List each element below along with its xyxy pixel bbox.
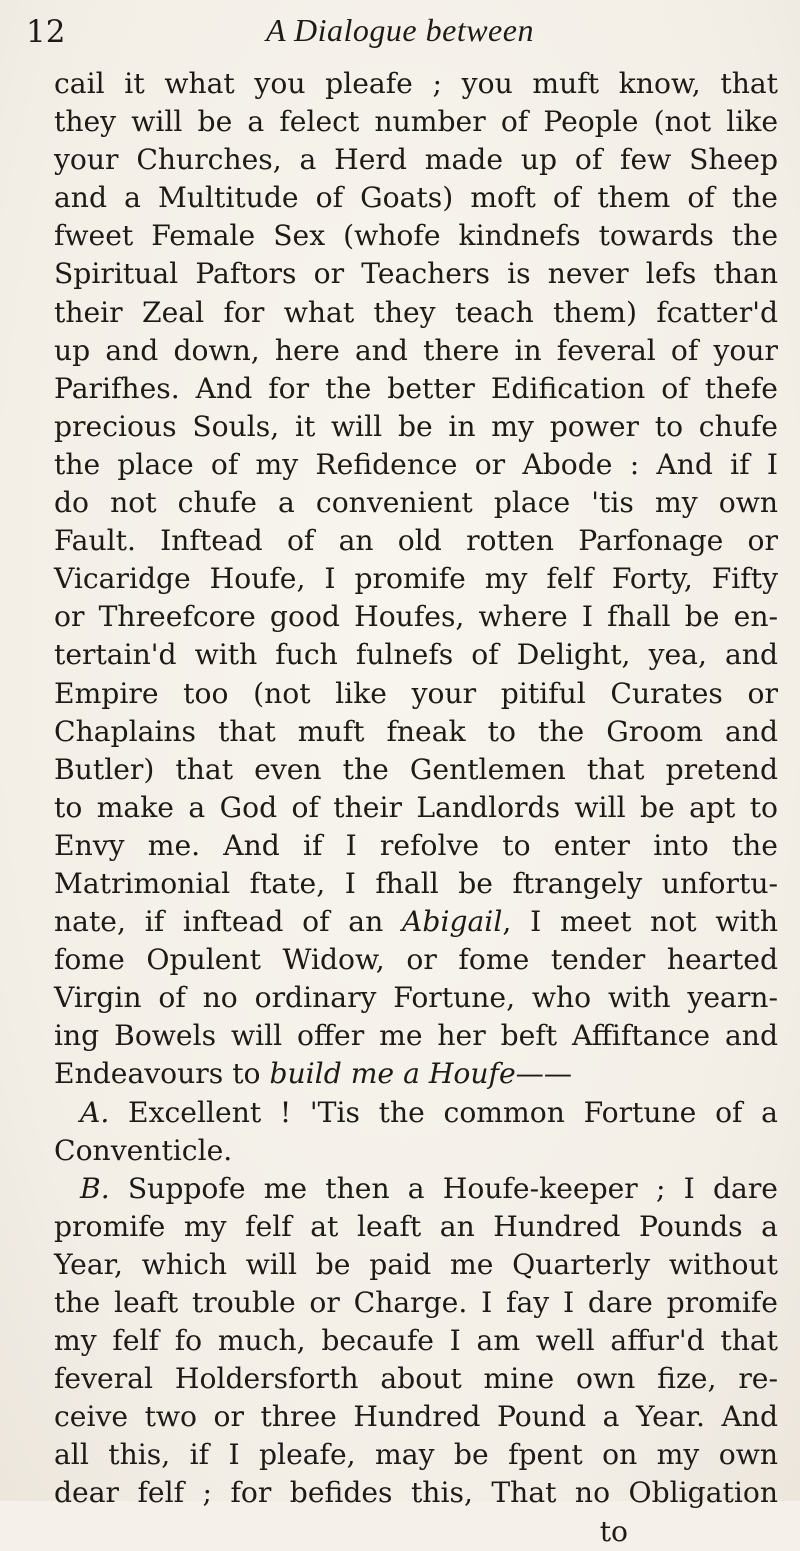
line-text: Butler) that even the Gentlemen that pretend	[54, 752, 778, 786]
text-line	[54, 789, 778, 827]
line-text: or Threefcore good Houfes, where I fhall be en-	[54, 600, 778, 634]
text-line	[54, 1094, 778, 1132]
line-text: Virgin of no ordinary Fortune, who with yearn-	[54, 981, 778, 1015]
line-text: their Zeal for what they teach them) fcatter'd	[54, 295, 778, 329]
page-header	[0, 0, 800, 60]
line-text: the leaft trouble or Charge. I fay I dare promife	[54, 1286, 778, 1319]
line-text: the place of my Refidence or Abode : And if I	[54, 447, 778, 481]
page-number: 12	[26, 14, 66, 50]
line-text: Vicaridge Houfe, I promife my felf Forty, Fifty	[54, 562, 778, 596]
text-line	[54, 522, 778, 560]
line-text: feveral Holdersforth about mine own fize, re-	[54, 1362, 778, 1396]
line-text: your Churches, a Herd made up of few Sheep	[54, 143, 778, 177]
line-text: up and down, here and there in feveral of your	[54, 333, 778, 367]
line-text: do not chufe a convenient place 'tis my own	[54, 486, 778, 520]
text-line	[54, 408, 778, 446]
line-text: they will be a felect number of People (not like	[54, 105, 778, 139]
text-line	[54, 865, 778, 903]
text-line	[54, 1132, 778, 1170]
line-text: and a Multitude of Goats) moft of them of the	[54, 181, 778, 215]
text-line	[54, 1436, 778, 1474]
line-text: , I meet not with	[502, 905, 779, 939]
line-text: ceive two or three Hundred Pound a Year. And	[54, 1400, 778, 1434]
text-line	[54, 827, 778, 865]
text-line	[54, 103, 778, 141]
text-line	[54, 636, 778, 674]
line-text: ——	[515, 1057, 573, 1091]
text-line	[54, 1017, 778, 1055]
line-text: Spiritual Paftors or Teachers is never lefs than	[54, 257, 778, 291]
text-line	[54, 1170, 778, 1208]
line-text: precious Souls, it will be in my power to chufe	[54, 409, 778, 443]
line-text: Conventicle.	[54, 1133, 233, 1167]
text-line	[54, 1398, 778, 1436]
italic-text: Abigail	[402, 905, 503, 939]
text-line	[54, 713, 778, 751]
text-line	[54, 141, 778, 179]
text-line	[54, 903, 778, 941]
text-line	[54, 332, 778, 370]
text-line	[54, 370, 778, 408]
line-text: to make a God of their Landlords will be apt to	[54, 790, 778, 824]
text-line	[54, 484, 778, 522]
line-text: ing Bowels will offer me her beft Affiftance and	[54, 1019, 778, 1053]
line-text: Parifhes. And for the better Edification of thefe	[54, 371, 778, 405]
line-text: fome Opulent Widow, or fome tender hearted	[54, 943, 778, 977]
text-line	[54, 598, 778, 636]
line-text: nate, if inftead of an	[54, 905, 403, 939]
text-line	[54, 1474, 778, 1512]
text-line	[54, 1322, 778, 1360]
line-text: my felf fo much, becaufe I am well affur'd that	[54, 1324, 778, 1358]
text-line	[54, 941, 778, 979]
text-line	[54, 751, 778, 789]
catchword: to	[599, 1514, 628, 1548]
text-line	[54, 65, 778, 103]
speaker-label: B.	[80, 1171, 110, 1205]
line-text: Suppofe me then a Houfe-keeper ; I dare	[109, 1171, 778, 1205]
text-line	[54, 294, 778, 332]
text-line	[54, 1360, 778, 1398]
line-text: Chaplains that muft fneak to the Groom and	[54, 714, 778, 748]
line-text: Fault. Inftead of an old rotten Parfonage or	[54, 524, 778, 558]
text-line	[54, 979, 778, 1017]
text-line	[54, 179, 778, 217]
text-line	[54, 1055, 778, 1093]
text-line	[54, 1208, 778, 1246]
italic-text: build me a Houfe	[269, 1057, 516, 1091]
line-text: Endeavours to	[54, 1057, 270, 1091]
text-line	[54, 675, 778, 713]
line-text: tertain'd with fuch fulnefs of Delight, yea, and	[54, 638, 778, 672]
text-line	[54, 1284, 778, 1322]
text-line	[54, 1246, 778, 1284]
line-text: Empire too (not like your pitiful Curates or	[54, 676, 778, 710]
running-head: A Dialogue between	[266, 12, 534, 48]
text-line	[54, 446, 778, 484]
line-text: Matrimonial ftate, I fhall be ftrangely unfortu-	[54, 866, 778, 900]
line-text: all this, if I pleafe, may be fpent on my own	[54, 1438, 778, 1472]
line-text: promife my felf at leaft an Hundred Pounds a	[54, 1209, 778, 1243]
line-text: Excellent ! 'Tis the common Fortune of a	[109, 1095, 778, 1129]
text-line	[54, 255, 778, 293]
line-text: cail it what you pleafe ; you muft know, that	[54, 67, 778, 100]
line-text: Envy me. And if I refolve to enter into the	[54, 828, 778, 862]
speaker-label: A.	[80, 1095, 110, 1129]
line-text: Year, which will be paid me Quarterly without	[54, 1247, 778, 1281]
line-text: dear felf ; for befides this, That no Obligation	[54, 1476, 778, 1510]
text-line	[54, 217, 778, 255]
body-text	[54, 65, 778, 1551]
text-line	[54, 560, 778, 598]
line-text: fweet Female Sex (whofe kindnefs towards the	[54, 219, 778, 253]
